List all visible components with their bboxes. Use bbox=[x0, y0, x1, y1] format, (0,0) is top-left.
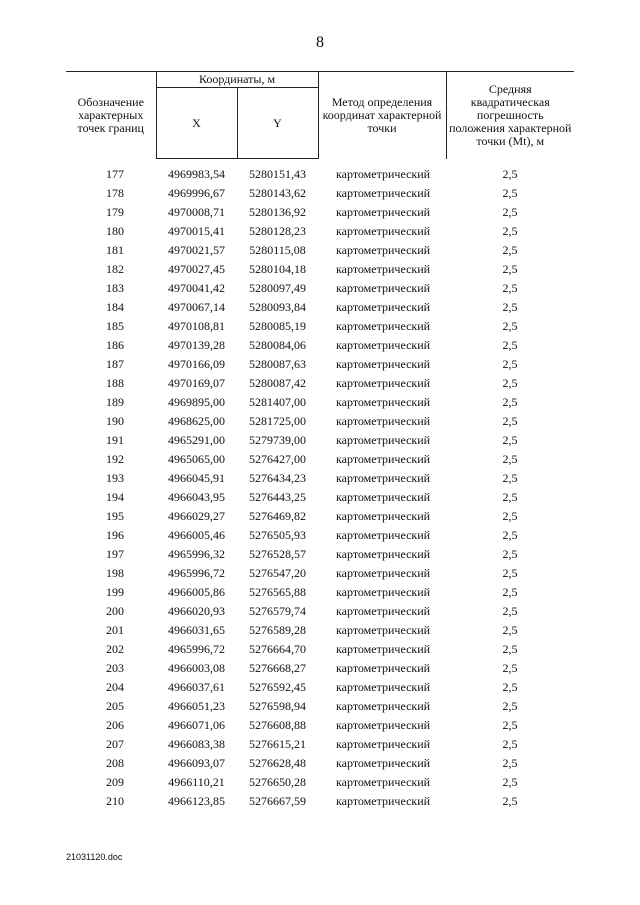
cell-point-number: 198 bbox=[106, 566, 124, 580]
cell-point-number: 189 bbox=[106, 395, 124, 409]
table-row bbox=[66, 355, 574, 374]
cell-method: картометрический bbox=[336, 262, 431, 276]
table-row bbox=[66, 773, 574, 792]
header-y: Y bbox=[237, 88, 318, 159]
table-body bbox=[66, 159, 574, 812]
cell-y: 5276565,88 bbox=[249, 585, 306, 599]
cell-x: 4970139,28 bbox=[168, 338, 225, 352]
cell-error: 2,5 bbox=[502, 566, 518, 580]
table-row bbox=[66, 545, 574, 564]
cell-error: 2,5 bbox=[502, 756, 518, 770]
cell-method: картометрический bbox=[336, 224, 431, 238]
table-row bbox=[66, 621, 574, 640]
table-row bbox=[66, 450, 574, 469]
table-row bbox=[66, 640, 574, 659]
cell-point-number: 207 bbox=[106, 737, 124, 751]
cell-y: 5276664,70 bbox=[249, 642, 306, 656]
cell-x: 4970169,07 bbox=[168, 376, 225, 390]
cell-error: 2,5 bbox=[502, 243, 518, 257]
cell-method: картометрический bbox=[336, 585, 431, 599]
cell-error: 2,5 bbox=[502, 452, 518, 466]
cell-error: 2,5 bbox=[502, 300, 518, 314]
cell-error: 2,5 bbox=[502, 547, 518, 561]
cell-point-number: 193 bbox=[106, 471, 124, 485]
cell-point-number: 206 bbox=[106, 718, 124, 732]
cell-point-number: 191 bbox=[106, 433, 124, 447]
cell-x: 4966093,07 bbox=[168, 756, 225, 770]
header-coordinates: Координаты, м bbox=[156, 72, 318, 88]
table-row bbox=[66, 260, 574, 279]
cell-method: картометрический bbox=[336, 737, 431, 751]
cell-error: 2,5 bbox=[502, 794, 518, 808]
cell-x: 4970027,45 bbox=[168, 262, 225, 276]
cell-point-number: 201 bbox=[106, 623, 124, 637]
cell-method: картометрический bbox=[336, 167, 431, 181]
cell-x: 4970015,41 bbox=[168, 224, 225, 238]
cell-x: 4966045,91 bbox=[168, 471, 225, 485]
cell-method: картометрический bbox=[336, 756, 431, 770]
cell-method: картометрический bbox=[336, 680, 431, 694]
table-row bbox=[66, 602, 574, 621]
cell-x: 4966083,38 bbox=[168, 737, 225, 751]
cell-method: картометрический bbox=[336, 566, 431, 580]
table-row bbox=[66, 279, 574, 298]
cell-y: 5276469,82 bbox=[249, 509, 306, 523]
cell-error: 2,5 bbox=[502, 585, 518, 599]
cell-point-number: 177 bbox=[106, 167, 124, 181]
cell-method: картометрический bbox=[336, 433, 431, 447]
cell-x: 4966051,23 bbox=[168, 699, 225, 713]
cell-y: 5280128,23 bbox=[249, 224, 306, 238]
cell-method: картометрический bbox=[336, 281, 431, 295]
cell-method: картометрический bbox=[336, 794, 431, 808]
cell-y: 5276668,27 bbox=[249, 661, 306, 675]
cell-error: 2,5 bbox=[502, 604, 518, 618]
cell-x: 4965996,72 bbox=[168, 566, 225, 580]
cell-y: 5276598,94 bbox=[249, 699, 306, 713]
cell-point-number: 184 bbox=[106, 300, 124, 314]
cell-method: картометрический bbox=[336, 452, 431, 466]
cell-y: 5280097,49 bbox=[249, 281, 306, 295]
cell-x: 4970041,42 bbox=[168, 281, 225, 295]
cell-point-number: 190 bbox=[106, 414, 124, 428]
cell-method: картометрический bbox=[336, 338, 431, 352]
cell-point-number: 195 bbox=[106, 509, 124, 523]
cell-method: картометрический bbox=[336, 243, 431, 257]
cell-point-number: 179 bbox=[106, 205, 124, 219]
cell-error: 2,5 bbox=[502, 414, 518, 428]
cell-point-number: 208 bbox=[106, 756, 124, 770]
cell-y: 5279739,00 bbox=[249, 433, 306, 447]
cell-y: 5281725,00 bbox=[249, 414, 306, 428]
cell-method: картометрический bbox=[336, 775, 431, 789]
cell-point-number: 183 bbox=[106, 281, 124, 295]
cell-error: 2,5 bbox=[502, 205, 518, 219]
cell-error: 2,5 bbox=[502, 376, 518, 390]
cell-point-number: 187 bbox=[106, 357, 124, 371]
cell-point-number: 180 bbox=[106, 224, 124, 238]
cell-method: картометрический bbox=[336, 699, 431, 713]
table-row bbox=[66, 431, 574, 450]
table-row bbox=[66, 298, 574, 317]
cell-x: 4970166,09 bbox=[168, 357, 225, 371]
cell-point-number: 188 bbox=[106, 376, 124, 390]
cell-x: 4966037,61 bbox=[168, 680, 225, 694]
table-header bbox=[66, 72, 574, 159]
table-row bbox=[66, 393, 574, 412]
cell-method: картометрический bbox=[336, 718, 431, 732]
cell-y: 5276505,93 bbox=[249, 528, 306, 542]
table-row bbox=[66, 488, 574, 507]
cell-error: 2,5 bbox=[502, 186, 518, 200]
cell-method: картометрический bbox=[336, 623, 431, 637]
coordinates-table bbox=[66, 71, 574, 811]
header-x: X bbox=[156, 88, 237, 159]
cell-y: 5276592,45 bbox=[249, 680, 306, 694]
cell-y: 5276579,74 bbox=[249, 604, 306, 618]
cell-method: картометрический bbox=[336, 528, 431, 542]
cell-error: 2,5 bbox=[502, 642, 518, 656]
footer-doc-id: 21031120.doc bbox=[66, 852, 123, 862]
cell-error: 2,5 bbox=[502, 281, 518, 295]
cell-point-number: 196 bbox=[106, 528, 124, 542]
cell-y: 5276628,48 bbox=[249, 756, 306, 770]
cell-y: 5280136,92 bbox=[249, 205, 306, 219]
cell-method: картометрический bbox=[336, 604, 431, 618]
table-row bbox=[66, 241, 574, 260]
cell-x: 4966031,65 bbox=[168, 623, 225, 637]
cell-error: 2,5 bbox=[502, 224, 518, 238]
table-row bbox=[66, 716, 574, 735]
cell-point-number: 192 bbox=[106, 452, 124, 466]
cell-x: 4968625,00 bbox=[168, 414, 225, 428]
cell-x: 4969895,00 bbox=[168, 395, 225, 409]
table-row bbox=[66, 469, 574, 488]
cell-method: картометрический bbox=[336, 490, 431, 504]
table-row bbox=[66, 184, 574, 203]
cell-point-number: 182 bbox=[106, 262, 124, 276]
table-row bbox=[66, 412, 574, 431]
cell-y: 5280104,18 bbox=[249, 262, 306, 276]
page-number: 8 bbox=[316, 34, 324, 51]
cell-point-number: 178 bbox=[106, 186, 124, 200]
cell-error: 2,5 bbox=[502, 395, 518, 409]
header-mean-error: Средняя квадратическая погрешность положения характерной точки (Mt), м bbox=[446, 72, 574, 159]
cell-point-number: 181 bbox=[106, 243, 124, 257]
cell-x: 4966020,93 bbox=[168, 604, 225, 618]
table-row bbox=[66, 526, 574, 545]
table-row bbox=[66, 222, 574, 241]
table-row bbox=[66, 317, 574, 336]
cell-y: 5276615,21 bbox=[249, 737, 306, 751]
table-row bbox=[66, 678, 574, 697]
cell-x: 4969983,54 bbox=[168, 167, 225, 181]
cell-point-number: 186 bbox=[106, 338, 124, 352]
cell-x: 4965996,32 bbox=[168, 547, 225, 561]
cell-y: 5280115,08 bbox=[249, 243, 306, 257]
cell-x: 4966003,08 bbox=[168, 661, 225, 675]
cell-error: 2,5 bbox=[502, 718, 518, 732]
cell-x: 4966123,85 bbox=[168, 794, 225, 808]
cell-y: 5280151,43 bbox=[249, 167, 306, 181]
cell-error: 2,5 bbox=[502, 699, 518, 713]
cell-x: 4966029,27 bbox=[168, 509, 225, 523]
table-row bbox=[66, 374, 574, 393]
cell-error: 2,5 bbox=[502, 509, 518, 523]
cell-method: картометрический bbox=[336, 376, 431, 390]
cell-point-number: 185 bbox=[106, 319, 124, 333]
cell-x: 4965291,00 bbox=[168, 433, 225, 447]
cell-y: 5280093,84 bbox=[249, 300, 306, 314]
table-row bbox=[66, 659, 574, 678]
cell-method: картометрический bbox=[336, 395, 431, 409]
table-row bbox=[66, 735, 574, 754]
cell-x: 4966005,46 bbox=[168, 528, 225, 542]
cell-y: 5276650,28 bbox=[249, 775, 306, 789]
cell-x: 4970108,81 bbox=[168, 319, 225, 333]
table-row bbox=[66, 697, 574, 716]
cell-method: картометрический bbox=[336, 509, 431, 523]
cell-method: картометрический bbox=[336, 642, 431, 656]
cell-error: 2,5 bbox=[502, 338, 518, 352]
cell-y: 5276589,28 bbox=[249, 623, 306, 637]
cell-point-number: 202 bbox=[106, 642, 124, 656]
table-row bbox=[66, 564, 574, 583]
cell-error: 2,5 bbox=[502, 528, 518, 542]
cell-method: картометрический bbox=[336, 547, 431, 561]
table-row bbox=[66, 336, 574, 355]
cell-x: 4965065,00 bbox=[168, 452, 225, 466]
cell-y: 5276528,57 bbox=[249, 547, 306, 561]
cell-error: 2,5 bbox=[502, 471, 518, 485]
cell-x: 4970021,57 bbox=[168, 243, 225, 257]
cell-y: 5280143,62 bbox=[249, 186, 306, 200]
table-row bbox=[66, 754, 574, 773]
cell-error: 2,5 bbox=[502, 680, 518, 694]
cell-point-number: 205 bbox=[106, 699, 124, 713]
cell-y: 5276667,59 bbox=[249, 794, 306, 808]
cell-y: 5280087,42 bbox=[249, 376, 306, 390]
cell-error: 2,5 bbox=[502, 167, 518, 181]
cell-x: 4966110,21 bbox=[168, 775, 225, 789]
cell-x: 4970067,14 bbox=[168, 300, 225, 314]
cell-error: 2,5 bbox=[502, 319, 518, 333]
cell-y: 5276547,20 bbox=[249, 566, 306, 580]
cell-point-number: 199 bbox=[106, 585, 124, 599]
cell-method: картометрический bbox=[336, 414, 431, 428]
cell-method: картометрический bbox=[336, 186, 431, 200]
cell-error: 2,5 bbox=[502, 661, 518, 675]
cell-point-number: 204 bbox=[106, 680, 124, 694]
cell-error: 2,5 bbox=[502, 623, 518, 637]
cell-method: картометрический bbox=[336, 300, 431, 314]
table-row bbox=[66, 203, 574, 222]
cell-method: картометрический bbox=[336, 471, 431, 485]
cell-point-number: 203 bbox=[106, 661, 124, 675]
cell-error: 2,5 bbox=[502, 490, 518, 504]
cell-point-number: 209 bbox=[106, 775, 124, 789]
cell-x: 4970008,71 bbox=[168, 205, 225, 219]
cell-x: 4966071,06 bbox=[168, 718, 225, 732]
cell-point-number: 197 bbox=[106, 547, 124, 561]
cell-x: 4965996,72 bbox=[168, 642, 225, 656]
cell-point-number: 200 bbox=[106, 604, 124, 618]
cell-error: 2,5 bbox=[502, 262, 518, 276]
table-row bbox=[66, 583, 574, 602]
cell-y: 5280084,06 bbox=[249, 338, 306, 352]
cell-method: картометрический bbox=[336, 357, 431, 371]
cell-method: картометрический bbox=[336, 319, 431, 333]
cell-y: 5280087,63 bbox=[249, 357, 306, 371]
header-point-designation: Обозначение характерных точек границ bbox=[66, 72, 156, 159]
cell-x: 4966005,86 bbox=[168, 585, 225, 599]
table-row bbox=[66, 507, 574, 526]
cell-error: 2,5 bbox=[502, 433, 518, 447]
table-row bbox=[66, 165, 574, 184]
cell-y: 5281407,00 bbox=[249, 395, 306, 409]
cell-y: 5276427,00 bbox=[249, 452, 306, 466]
cell-error: 2,5 bbox=[502, 775, 518, 789]
cell-point-number: 210 bbox=[106, 794, 124, 808]
cell-point-number: 194 bbox=[106, 490, 124, 504]
cell-y: 5276443,25 bbox=[249, 490, 306, 504]
cell-x: 4969996,67 bbox=[168, 186, 225, 200]
table-row bbox=[66, 792, 574, 811]
cell-y: 5280085,19 bbox=[249, 319, 306, 333]
cell-method: картометрический bbox=[336, 205, 431, 219]
header-method: Метод определения координат характерной точки bbox=[318, 72, 446, 159]
cell-method: картометрический bbox=[336, 661, 431, 675]
cell-error: 2,5 bbox=[502, 737, 518, 751]
cell-x: 4966043,95 bbox=[168, 490, 225, 504]
cell-error: 2,5 bbox=[502, 357, 518, 371]
cell-y: 5276434,23 bbox=[249, 471, 306, 485]
cell-y: 5276608,88 bbox=[249, 718, 306, 732]
